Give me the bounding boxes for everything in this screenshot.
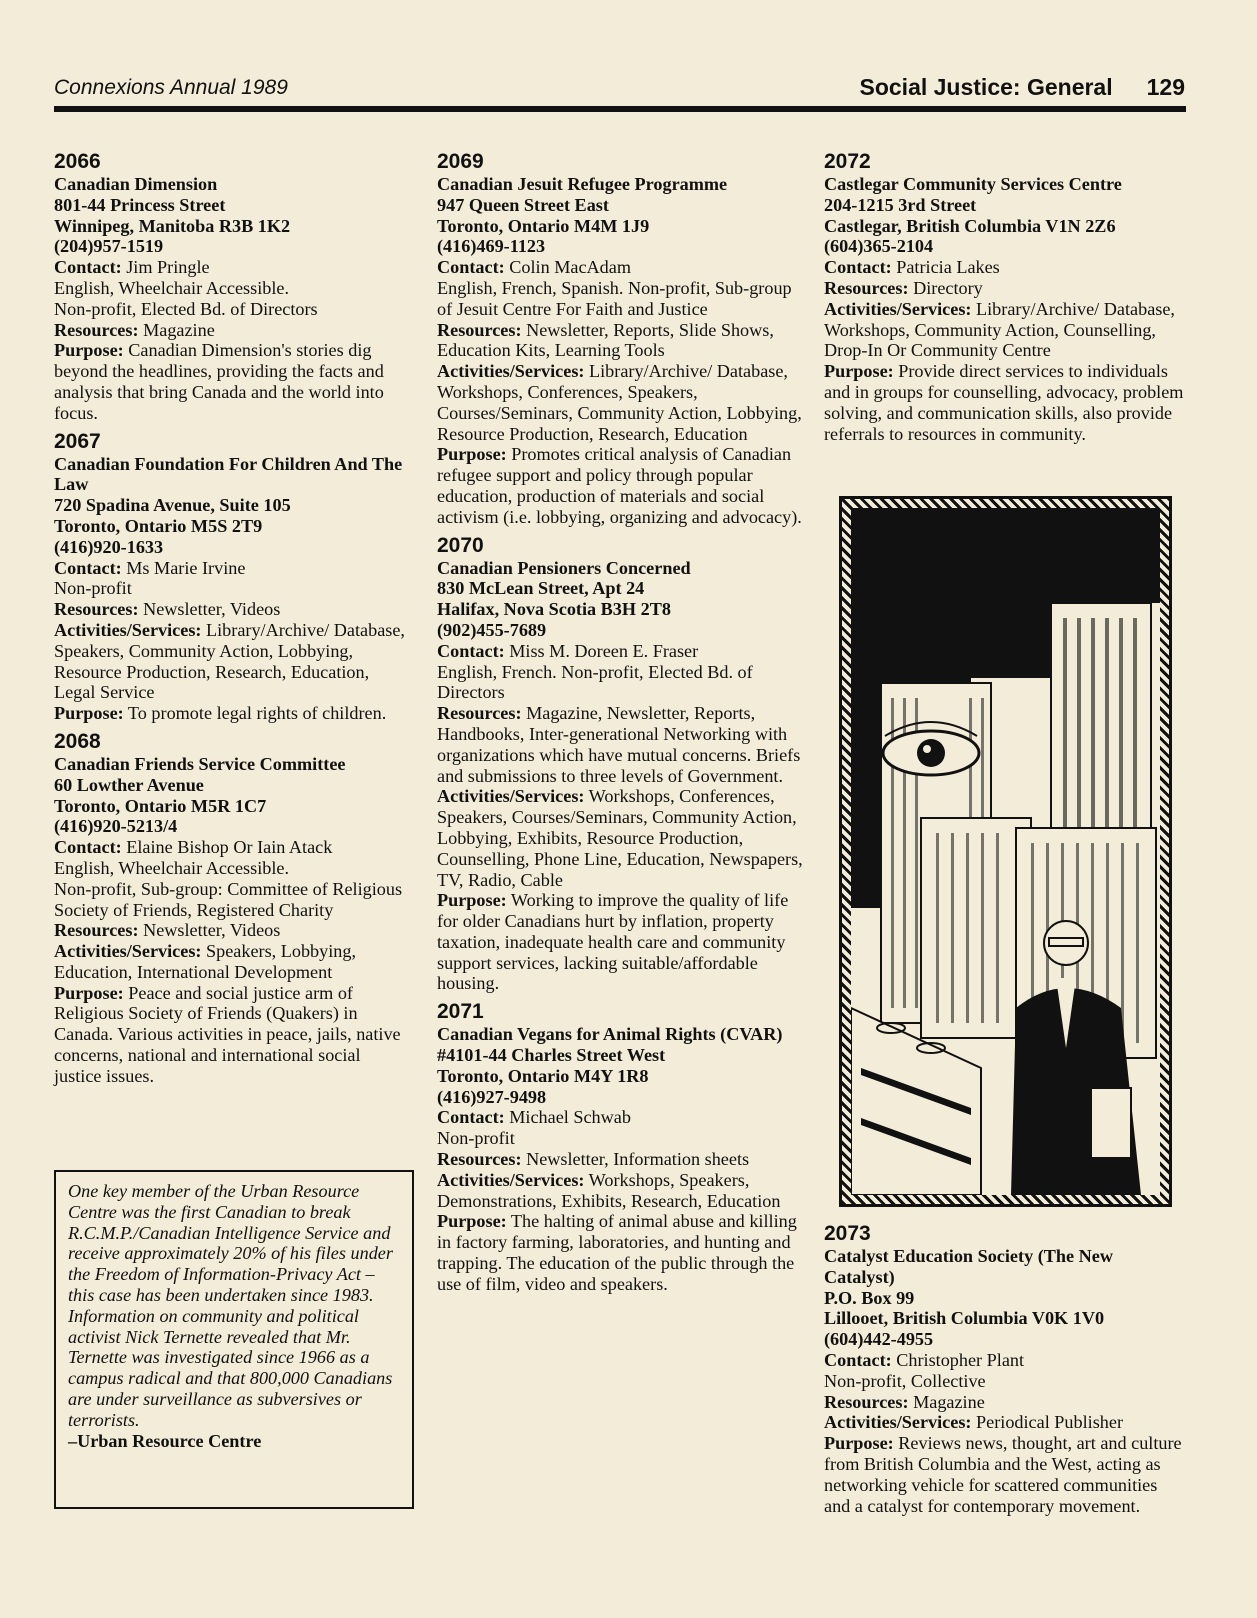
org-name: Canadian Friends Service Committee <box>54 753 346 774</box>
activities: Activities/Services: Periodical Publisher <box>824 1412 1124 1433</box>
section-title: Social Justice: General <box>859 74 1113 100</box>
contact: Contact: Christopher Plant <box>824 1349 1025 1370</box>
purpose: Purpose: Canadian Dimension's stories dig beyond the headlines, providing the facts and analysis that bring Canada and the world into focus. <box>54 340 384 423</box>
contact: Contact: Patricia Lakes <box>824 257 1000 278</box>
phone: (204)957-1519 <box>54 236 164 257</box>
entry-number: 2067 <box>54 429 101 453</box>
purpose: Purpose: To promote legal rights of children. <box>54 703 387 724</box>
resources: Resources: Magazine, Newsletter, Reports, Handbooks, Inter-generational Networking with organizations which have mutual concerns. Briefs and submissions to three levels of Government. <box>437 703 801 786</box>
phone: (604)442-4955 <box>824 1329 934 1350</box>
entry-2066 <box>54 150 410 424</box>
resources: Resources: Newsletter, Videos <box>54 920 281 941</box>
resources: Resources: Magazine <box>54 319 215 340</box>
note: Non-profit, Elected Bd. of Directors <box>54 298 318 319</box>
entry-2071 <box>437 1000 807 1294</box>
address-city: Toronto, Ontario M4M 1J9 <box>437 215 650 236</box>
phone: (416)920-1633 <box>54 536 164 557</box>
purpose: Purpose: Promotes critical analysis of Canadian refugee support and policy through popular education, production of materials and social activism (i.e. lobbying, organizing and advocacy). <box>437 444 802 527</box>
activities: Activities/Services: Workshops, Speakers, Demonstrations, Exhibits, Research, Education <box>437 1169 781 1211</box>
entry-number: 2066 <box>54 150 101 173</box>
address-line: 947 Queen Street East <box>437 194 609 215</box>
address-line: #4101-44 Charles Street West <box>437 1045 666 1066</box>
address-city: Winnipeg, Manitoba R3B 1K2 <box>54 215 291 236</box>
activities: Activities/Services: Library/Archive/ Database, Workshops, Conferences, Speakers, Courses/Seminars, Community Action, Lobbying, Resource Production, Research, Education <box>437 361 802 444</box>
contact: Contact: Jim Pringle <box>54 257 210 278</box>
phone: (604)365-2104 <box>824 236 934 257</box>
quote-text: One key member of the Urban Resource Centre was the first Canadian to break R.C.M.P./Canadian Intelligence Service and receive approximately 20% of his files under the Freedom of Information-Privacy Act – this case has been undertaken since 1983. Information on community and political activist Nick Ternette revealed that Mr. Ternette was investigated since 1966 as a campus radical and that 800,000 Canadians are under surveillance as subversives or terrorists. <box>68 1181 393 1430</box>
purpose: Purpose: Reviews news, thought, art and culture from British Columbia and the West, acting as networking vehicle for scattered communities and a catalyst for contemporary movement. <box>824 1433 1182 1516</box>
contact: Contact: Colin MacAdam <box>437 257 631 278</box>
entry-2072 <box>824 150 1186 444</box>
note: Non-profit, Sub-group: Committee of Religious Society of Friends, Registered Charity <box>54 878 403 920</box>
entry-number: 2070 <box>437 533 484 557</box>
purpose: Purpose: Working to improve the quality of life for older Canadians hurt by inflation, property taxation, inadequate health care and community support services, lacking suitable/affordable housing. <box>437 890 789 994</box>
address-city: Lillooet, British Columbia V0K 1V0 <box>824 1308 1105 1329</box>
entry-number: 2072 <box>824 150 871 173</box>
address-city: Toronto, Ontario M5S 2T9 <box>54 515 263 536</box>
note: Non-profit, Collective <box>824 1370 986 1391</box>
note: English, Wheelchair Accessible. <box>54 277 290 298</box>
contact: Contact: Elaine Bishop Or Iain Atack <box>54 837 333 858</box>
sidebar-quote-box <box>54 1170 414 1509</box>
entry-number: 2069 <box>437 150 484 173</box>
activities: Activities/Services: Library/Archive/ Database, Workshops, Community Action, Counselling, Drop-In Or Community Centre <box>824 298 1175 361</box>
header-rule <box>54 106 1186 112</box>
address-city: Halifax, Nova Scotia B3H 2T8 <box>437 599 671 620</box>
address-line: 60 Lowther Avenue <box>54 774 204 795</box>
page-number: 129 <box>1146 74 1185 100</box>
contact: Contact: Michael Schwab <box>437 1107 631 1128</box>
address-city: Castlegar, British Columbia V1N 2Z6 <box>824 215 1116 236</box>
contact: Contact: Ms Marie Irvine <box>54 557 246 578</box>
resources: Resources: Newsletter, Reports, Slide Shows, Education Kits, Learning Tools <box>437 319 774 361</box>
org-name: Canadian Vegans for Animal Rights (CVAR) <box>437 1024 783 1045</box>
entry-number: 2073 <box>824 1222 871 1245</box>
org-name: Canadian Jesuit Refugee Programme <box>437 174 728 194</box>
entry-2067 <box>54 430 410 724</box>
resources: Resources: Newsletter, Information sheets <box>437 1149 750 1170</box>
org-name: Canadian Foundation For Children And The Law <box>54 453 403 495</box>
column-2 <box>437 150 807 1301</box>
entry-2069 <box>437 150 807 528</box>
purpose: Purpose: Peace and social justice arm of Religious Society of Friends (Quakers) in Canada. Various activities in peace, jails, native concerns, national and international social justice issues. <box>54 982 401 1086</box>
address-line: 801-44 Princess Street <box>54 194 226 215</box>
running-header-right <box>860 74 1186 101</box>
org-name: Canadian Pensioners Concerned <box>437 557 691 578</box>
entry-2068 <box>54 730 410 1087</box>
phone: (416)469-1123 <box>437 236 546 257</box>
purpose: Purpose: Provide direct services to individuals and in groups for counselling, advocacy, problem solving, and communication skills, also provide referrals to resources in community. <box>824 361 1184 444</box>
phone: (416)920-5213/4 <box>54 816 178 837</box>
org-name: Catalyst Education Society (The New Catalyst) <box>824 1246 1113 1287</box>
phone: (902)455-7689 <box>437 619 547 640</box>
note: Non-profit <box>54 578 132 599</box>
address-line: 830 McLean Street, Apt 24 <box>437 578 645 599</box>
note: English, French. Non-profit, Elected Bd. of Directors <box>437 661 753 703</box>
address-line: 204-1215 3rd Street <box>824 194 977 215</box>
entry-number: 2068 <box>54 729 101 753</box>
column-1 <box>54 150 410 1093</box>
resources: Resources: Magazine <box>824 1391 985 1412</box>
running-header-left: Connexions Annual 1989 <box>54 76 288 99</box>
note: English, French, Spanish. Non-profit, Sub-group of Jesuit Centre For Faith and Justice <box>437 277 792 319</box>
eye-over-skyline-illustration <box>839 496 1172 1207</box>
address-city: Toronto, Ontario M4Y 1R8 <box>437 1065 649 1086</box>
illustration-drawing <box>851 508 1160 1195</box>
column-3 <box>824 150 1186 450</box>
entry-number: 2071 <box>437 1000 484 1024</box>
address-line: P.O. Box 99 <box>824 1287 915 1308</box>
note: Non-profit <box>437 1128 515 1149</box>
activities: Activities/Services: Library/Archive/ Database, Speakers, Community Action, Lobbying, Resource Production, Research, Education, Legal Service <box>54 619 405 703</box>
purpose: Purpose: The halting of animal abuse and killing in factory farming, laboratories, and hunting and trapping. The education of the public through the use of film, video and speakers. <box>437 1211 797 1294</box>
org-name: Canadian Dimension <box>54 174 218 194</box>
resources: Resources: Directory <box>824 277 983 298</box>
entry-2073 <box>824 1222 1186 1516</box>
phone: (416)927-9498 <box>437 1086 547 1107</box>
address-line: 720 Spadina Avenue, Suite 105 <box>54 495 291 516</box>
activities: Activities/Services: Workshops, Conferences, Speakers, Courses/Seminars, Community Action, Lobbying, Exhibits, Resource Production, Counselling, Phone Line, Education, Newspapers, TV, Radio, Cable <box>437 786 803 890</box>
note: English, Wheelchair Accessible. <box>54 857 290 878</box>
resources: Resources: Newsletter, Videos <box>54 599 281 620</box>
org-name: Castlegar Community Services Centre <box>824 174 1122 194</box>
entry-2070 <box>437 534 807 995</box>
address-city: Toronto, Ontario M5R 1C7 <box>54 795 267 816</box>
quote-source: –Urban Resource Centre <box>68 1430 262 1451</box>
contact: Contact: Miss M. Doreen E. Fraser <box>437 640 699 661</box>
activities: Activities/Services: Speakers, Lobbying, Education, International Development <box>54 941 357 982</box>
